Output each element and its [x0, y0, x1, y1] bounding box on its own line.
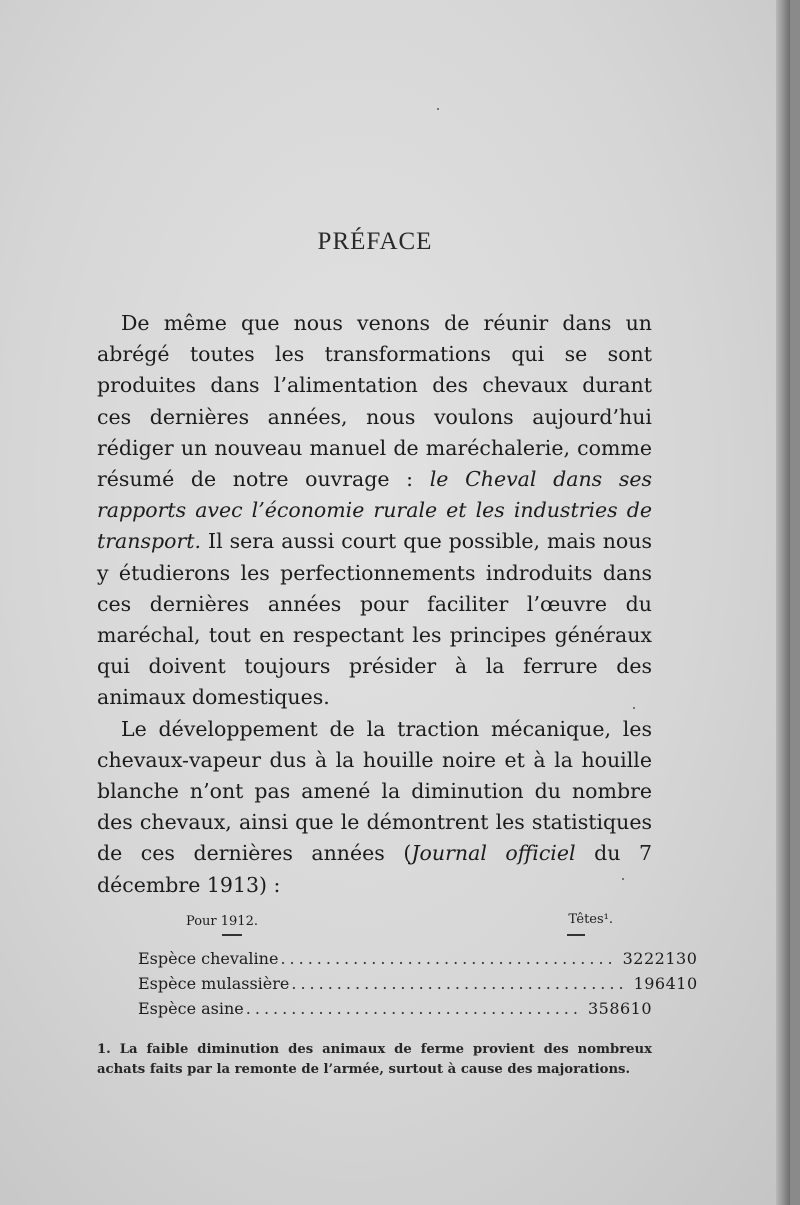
- paper-speck: [437, 108, 439, 110]
- footnote: 1. La faible diminution des animaux de ferme provient des nombreux achats faits par la remonte de l’armée, surtout à cause des majorations.: [97, 1042, 652, 1077]
- statistics-header: [138, 912, 613, 946]
- year-header: Pour 1912.: [186, 914, 258, 929]
- paragraph-2: [97, 714, 652, 901]
- table-row: [138, 946, 698, 971]
- table-row: [138, 996, 653, 1021]
- statistics-table: [138, 912, 698, 1021]
- leader-dots: .....................................: [280, 949, 617, 968]
- paragraph-1-text-cont: Il sera aussi court que possible, mais nous y étudierons les perfectionnements indroduits dans ces dernières années pour faciliter l’œuvre du maréchal, tout en respectant les principes généraux qui doivent toujours présider à la ferrure des animaux domestiques.: [97, 529, 652, 710]
- species-label: Espèce asine: [138, 999, 244, 1018]
- species-count: 358610: [587, 999, 653, 1018]
- paragraph-1-text: De même que nous venons de réunir dans un abrégé toutes les transformations qui se sont produites dans l’alimentation des chevaux durant ces dernières années, nous voulons aujourd’hui rédiger un nouveau manuel de maréchalerie, comme résumé de notre ouvrage :: [97, 311, 652, 492]
- journal-title-italic: Journal officiel: [411, 841, 576, 866]
- page-edge-shadow: [776, 0, 790, 1205]
- table-row: [138, 971, 698, 996]
- heads-header: Têtes¹.: [568, 912, 613, 927]
- paragraph-2-text: Le développement de la traction mécanique, les chevaux-vapeur dus à la houille noire et à la houille blanche n’ont pas amené la diminution du nombre des chevaux, ainsi que le démontrent les statistiques de ces dernières années (: [97, 716, 652, 866]
- species-label: Espèce chevaline: [138, 949, 279, 968]
- species-count: 196410: [633, 974, 698, 993]
- species-count: 3222130: [622, 949, 698, 968]
- header-rule: [222, 934, 242, 936]
- paragraph-1: [97, 308, 652, 714]
- preface-body: [97, 308, 652, 901]
- paragraph-2-text-cont: du 7 décembre 1913) :: [97, 841, 652, 897]
- leader-dots: .....................................: [245, 999, 582, 1018]
- page-title: PRÉFACE: [317, 228, 433, 255]
- book-title-italic: le Cheval dans ses rapports avec l’économie rurale et les industries de transport.: [97, 467, 652, 554]
- leader-dots: .....................................: [291, 974, 628, 993]
- species-label: Espèce mulassière: [138, 974, 290, 993]
- header-rule: [567, 934, 585, 936]
